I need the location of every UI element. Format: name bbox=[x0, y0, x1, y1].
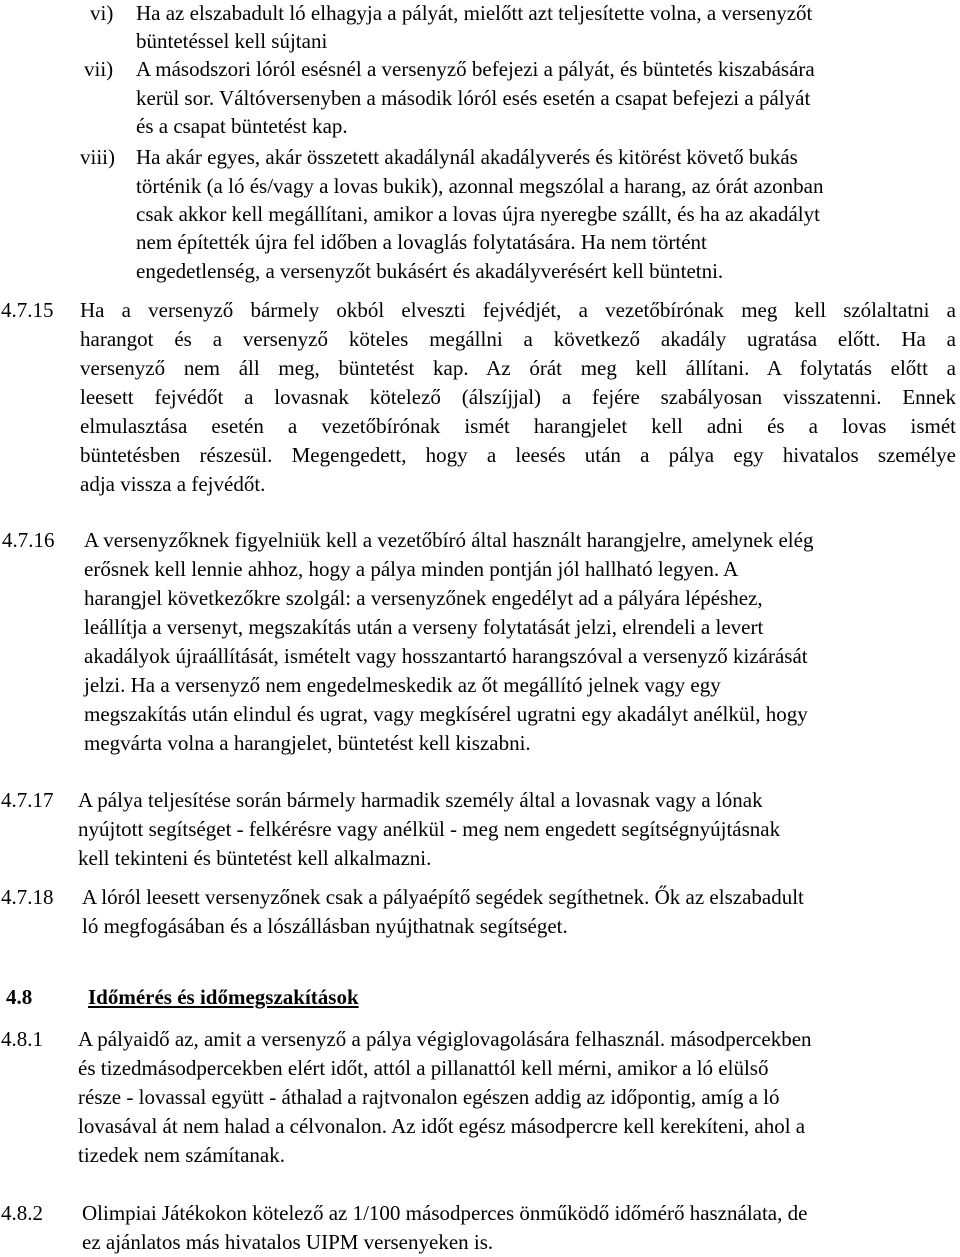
section-4-7-15-line-3: versenyző nem áll meg, büntetést kap. Az órát meg kell állítani. A folytatás előtt a bbox=[80, 356, 956, 380]
item-viii-line-2: történik (a ló és/vagy a lovas bukik), azonnal megszólal a harang, az órát azonban bbox=[136, 174, 824, 198]
section-4-7-18-line-1: A lóról leesett versenyzőnek csak a pályaépítő segédek segíthetnek. Ők az elszabadult bbox=[82, 885, 804, 909]
item-vii-line-2: kerül sor. Váltóversenyben a második lóról esés esetén a csapat befejezi a pályát bbox=[136, 86, 811, 110]
section-4-7-17-line-3: kell tekinteni és büntetést kell alkalmazni. bbox=[78, 846, 432, 870]
section-number-4-7-18: 4.7.18 bbox=[1, 885, 54, 909]
section-4-7-15-line-2: harangot és a versenyző köteles megállni a következő akadály ugratása előtt. Ha a bbox=[80, 327, 956, 351]
item-viii-line-3: csak akkor kell megállítani, amikor a lovas újra nyeregbe szállt, és ha az akadályt bbox=[136, 202, 820, 226]
section-4-7-17-line-2: nyújtott segítséget - felkérésre vagy anélkül - meg nem engedett segítségnyújtásnak bbox=[78, 817, 781, 841]
item-vi-line-2: büntetéssel kell sújtani bbox=[136, 29, 328, 53]
section-4-7-15-line-7: adja vissza a fejvédőt. bbox=[80, 472, 266, 496]
section-number-4-8-2: 4.8.2 bbox=[1, 1201, 43, 1225]
section-4-7-15-line-5: elmulasztása esetén a vezetőbírónak ismét harangjelet kell adni és a lovas ismét bbox=[80, 414, 956, 438]
section-number-4-8: 4.8 bbox=[6, 985, 33, 1009]
section-4-7-15-line-6: büntetésben részesül. Megengedett, hogy a leesés után a pálya egy hivatalos személye bbox=[80, 443, 956, 467]
section-4-8-1-line-5: tizedek nem számítanak. bbox=[78, 1143, 285, 1167]
section-4-7-16-line-2: erősnek kell lennie ahhoz, hogy a pálya minden pontján jól hallható legyen. A bbox=[84, 557, 739, 581]
section-number-4-7-15: 4.7.15 bbox=[1, 298, 54, 322]
section-number-4-7-17: 4.7.17 bbox=[1, 788, 54, 812]
section-4-7-16-line-8: megvárta volna a harangjelet, büntetést kell kiszabni. bbox=[84, 731, 531, 755]
item-number-vi: vi) bbox=[90, 1, 114, 25]
item-vi-line-1: Ha az elszabadult ló elhagyja a pályát, mielőtt azt teljesítette volna, a versenyzőt bbox=[136, 1, 813, 25]
section-4-7-18-line-2: ló megfogásában és a lószállásban nyújthatnak segítséget. bbox=[82, 914, 568, 938]
section-4-7-17-line-1: A pálya teljesítése során bármely harmadik személy által a lovasnak vagy a lónak bbox=[78, 788, 763, 812]
section-4-8-2-line-1: Olimpiai Játékokon kötelező az 1/100 másodperces önműködő időmérő használata, de bbox=[82, 1201, 808, 1225]
section-4-7-16-line-5: akadályok újraállítását, ismételt vagy hosszantartó harangszóval a versenyző kizárását bbox=[84, 644, 808, 668]
item-vii-line-1: A másodszori lóról esésnél a versenyző befejezi a pályát, és büntetés kiszabására bbox=[136, 57, 815, 81]
section-4-8-1-line-1: A pályaidő az, amit a versenyző a pálya végiglovagolására felhasznál. másodpercekben bbox=[78, 1027, 812, 1051]
item-number-viii: viii) bbox=[80, 145, 115, 169]
item-vii-line-3: és a csapat büntetést kap. bbox=[136, 114, 348, 138]
section-4-7-15-line-4: leesett fejvédőt a lovasnak kötelező (álszíjjal) a fejére szabályosan visszatenni. Ennek bbox=[80, 385, 956, 409]
section-4-7-16-line-1: A versenyzőknek figyelniük kell a vezetőbíró által használt harangjelre, amelynek elég bbox=[84, 528, 814, 552]
section-4-7-16-line-4: leállítja a versenyt, megszakítás után a verseny folytatását jelzi, elrendeli a levert bbox=[84, 615, 764, 639]
section-4-7-16-line-7: megszakítás után elindul és ugrat, vagy megkísérel ugratni egy akadályt anélkül, hogy bbox=[84, 702, 808, 726]
section-4-8-1-line-3: része - lovassal együtt - áthalad a rajtvonalon egészen addig az időpontig, amíg a ló bbox=[78, 1085, 780, 1109]
item-number-vii: vii) bbox=[84, 57, 114, 81]
section-4-8-title: Időmérés és időmegszakítások bbox=[88, 985, 359, 1009]
item-viii-line-1: Ha akár egyes, akár összetett akadálynál akadályverés és kitörést követő bukás bbox=[136, 145, 798, 169]
section-number-4-8-1: 4.8.1 bbox=[1, 1027, 43, 1051]
section-4-7-15-line-1: Ha a versenyző bármely okból elveszti fejvédjét, a vezetőbírónak meg kell szólaltatni a bbox=[80, 298, 956, 322]
section-4-8-1-line-4: lovasával át nem halad a célvonalon. Az időt egész másodpercre kell kerekíteni, ahol a bbox=[78, 1114, 806, 1138]
item-viii-line-4: nem építették újra fel időben a lovaglás folytatására. Ha nem történt bbox=[136, 230, 707, 254]
section-4-8-1-line-2: és tizedmásodpercekben elért időt, attól a pillanattól kell mérni, amikor a ló elülső bbox=[78, 1056, 769, 1080]
section-4-8-2-line-2: ez ajánlatos más hivatalos UIPM versenyeken is. bbox=[82, 1230, 494, 1254]
section-4-7-16-line-6: jelzi. Ha a versenyző nem engedelmeskedik az őt megállító jelnek vagy egy bbox=[84, 673, 721, 697]
item-viii-line-5: engedetlenség, a versenyzőt bukásért és akadályverésért kell büntetni. bbox=[136, 259, 724, 283]
section-4-7-16-line-3: harangjel következőkre szolgál: a versenyzőnek engedélyt ad a pályára lépéshez, bbox=[84, 586, 763, 610]
section-number-4-7-16: 4.7.16 bbox=[2, 528, 55, 552]
